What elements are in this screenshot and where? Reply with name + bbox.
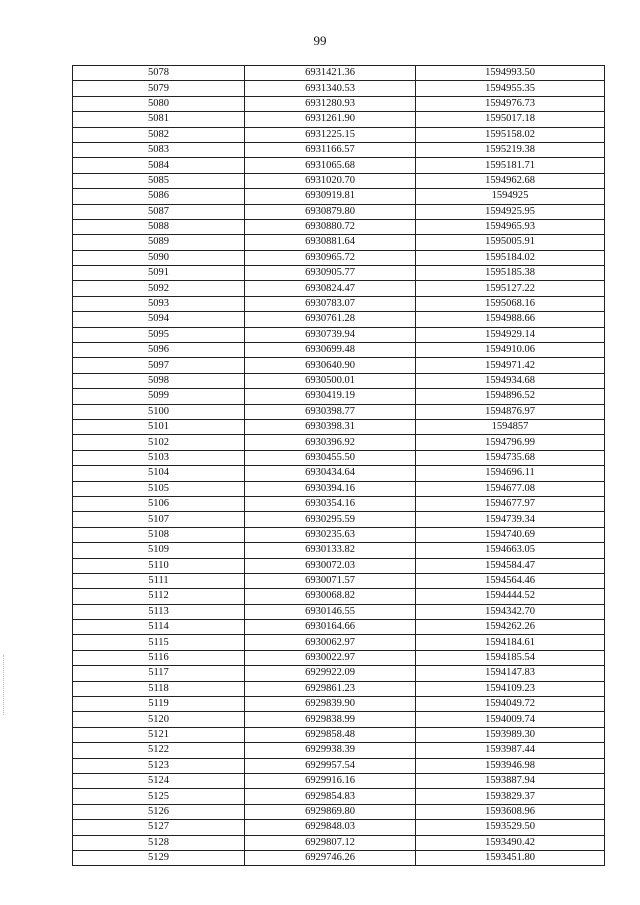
- table-row: [73, 681, 605, 696]
- table-row: [73, 850, 605, 865]
- x-coordinate-cell: 6930022.97: [245, 650, 416, 665]
- y-coordinate-cell: 1594739.34: [416, 512, 605, 527]
- point-number-cell: 5102: [73, 435, 245, 450]
- x-coordinate-cell: 6931421.36: [245, 66, 416, 81]
- y-coordinate-cell: 1594993.50: [416, 66, 605, 81]
- point-number-cell: 5129: [73, 850, 245, 865]
- table-row: [73, 712, 605, 727]
- point-number-cell: 5114: [73, 620, 245, 635]
- y-coordinate-cell: 1594740.69: [416, 527, 605, 542]
- table-row: [73, 96, 605, 111]
- y-coordinate-cell: 1595219.38: [416, 142, 605, 157]
- table-row: [73, 112, 605, 127]
- table-row: [73, 419, 605, 434]
- x-coordinate-cell: 6929916.16: [245, 773, 416, 788]
- x-coordinate-cell: 6930881.64: [245, 235, 416, 250]
- table-row: [73, 189, 605, 204]
- point-number-cell: 5124: [73, 773, 245, 788]
- y-coordinate-cell: 1594988.66: [416, 312, 605, 327]
- point-number-cell: 5094: [73, 312, 245, 327]
- point-number-cell: 5087: [73, 204, 245, 219]
- point-number-cell: 5116: [73, 650, 245, 665]
- x-coordinate-cell: 6930394.16: [245, 481, 416, 496]
- point-number-cell: 5089: [73, 235, 245, 250]
- table-row: [73, 450, 605, 465]
- table-row: [73, 789, 605, 804]
- point-number-cell: 5113: [73, 604, 245, 619]
- table-row: [73, 142, 605, 157]
- x-coordinate-cell: 6930146.55: [245, 604, 416, 619]
- x-coordinate-cell: 6930640.90: [245, 358, 416, 373]
- table-row: [73, 773, 605, 788]
- y-coordinate-cell: 1595184.02: [416, 250, 605, 265]
- x-coordinate-cell: 6929839.90: [245, 697, 416, 712]
- table-row: [73, 266, 605, 281]
- x-coordinate-cell: 6930072.03: [245, 558, 416, 573]
- point-number-cell: 5128: [73, 835, 245, 850]
- table-row: [73, 620, 605, 635]
- y-coordinate-cell: 1594955.35: [416, 81, 605, 96]
- x-coordinate-cell: 6929938.39: [245, 743, 416, 758]
- table-row: [73, 743, 605, 758]
- x-coordinate-cell: 6931261.90: [245, 112, 416, 127]
- table-row: [73, 758, 605, 773]
- x-coordinate-cell: 6930879.80: [245, 204, 416, 219]
- point-number-cell: 5082: [73, 127, 245, 142]
- x-coordinate-cell: 6929854.83: [245, 789, 416, 804]
- y-coordinate-cell: 1594584.47: [416, 558, 605, 573]
- table-row: [73, 358, 605, 373]
- coordinates-table: [72, 65, 605, 866]
- point-number-cell: 5104: [73, 466, 245, 481]
- point-number-cell: 5123: [73, 758, 245, 773]
- table-row: [73, 204, 605, 219]
- table-row: [73, 804, 605, 819]
- point-number-cell: 5118: [73, 681, 245, 696]
- x-coordinate-cell: 6929861.23: [245, 681, 416, 696]
- point-number-cell: 5088: [73, 219, 245, 234]
- table-row: [73, 373, 605, 388]
- x-coordinate-cell: 6929869.80: [245, 804, 416, 819]
- x-coordinate-cell: 6930880.72: [245, 219, 416, 234]
- table-row: [73, 343, 605, 358]
- y-coordinate-cell: 1594184.61: [416, 635, 605, 650]
- table-row: [73, 327, 605, 342]
- x-coordinate-cell: 6931166.57: [245, 142, 416, 157]
- y-coordinate-cell: 1595127.22: [416, 281, 605, 296]
- y-coordinate-cell: 1594934.68: [416, 373, 605, 388]
- x-coordinate-cell: 6930398.31: [245, 419, 416, 434]
- margin-mark: [3, 655, 5, 715]
- point-number-cell: 5126: [73, 804, 245, 819]
- x-coordinate-cell: 6929838.99: [245, 712, 416, 727]
- point-number-cell: 5119: [73, 697, 245, 712]
- y-coordinate-cell: 1594696.11: [416, 466, 605, 481]
- y-coordinate-cell: 1593946.98: [416, 758, 605, 773]
- point-number-cell: 5092: [73, 281, 245, 296]
- table-row: [73, 389, 605, 404]
- point-number-cell: 5127: [73, 820, 245, 835]
- point-number-cell: 5096: [73, 343, 245, 358]
- y-coordinate-cell: 1594925.95: [416, 204, 605, 219]
- table-row: [73, 650, 605, 665]
- x-coordinate-cell: 6930824.47: [245, 281, 416, 296]
- point-number-cell: 5109: [73, 543, 245, 558]
- point-number-cell: 5103: [73, 450, 245, 465]
- x-coordinate-cell: 6930965.72: [245, 250, 416, 265]
- table-row: [73, 697, 605, 712]
- point-number-cell: 5100: [73, 404, 245, 419]
- table-row: [73, 558, 605, 573]
- table-row: [73, 835, 605, 850]
- y-coordinate-cell: 1593989.30: [416, 727, 605, 742]
- y-coordinate-cell: 1594677.97: [416, 496, 605, 511]
- point-number-cell: 5091: [73, 266, 245, 281]
- x-coordinate-cell: 6930164.66: [245, 620, 416, 635]
- table-row: [73, 573, 605, 588]
- point-number-cell: 5097: [73, 358, 245, 373]
- point-number-cell: 5117: [73, 666, 245, 681]
- table-row: [73, 250, 605, 265]
- y-coordinate-cell: 1594262.26: [416, 620, 605, 635]
- x-coordinate-cell: 6930455.50: [245, 450, 416, 465]
- y-coordinate-cell: 1594929.14: [416, 327, 605, 342]
- y-coordinate-cell: 1593829.37: [416, 789, 605, 804]
- x-coordinate-cell: 6930783.07: [245, 296, 416, 311]
- table-row: [73, 589, 605, 604]
- point-number-cell: 5121: [73, 727, 245, 742]
- x-coordinate-cell: 6931065.68: [245, 158, 416, 173]
- table-row: [73, 81, 605, 96]
- x-coordinate-cell: 6930419.19: [245, 389, 416, 404]
- y-coordinate-cell: 1594965.93: [416, 219, 605, 234]
- point-number-cell: 5095: [73, 327, 245, 342]
- y-coordinate-cell: 1594910.06: [416, 343, 605, 358]
- x-coordinate-cell: 6930354.16: [245, 496, 416, 511]
- point-number-cell: 5105: [73, 481, 245, 496]
- page-number: 99: [313, 33, 327, 48]
- point-number-cell: 5080: [73, 96, 245, 111]
- table-row: [73, 635, 605, 650]
- point-number-cell: 5078: [73, 66, 245, 81]
- y-coordinate-cell: 1595017.18: [416, 112, 605, 127]
- table-row: [73, 604, 605, 619]
- y-coordinate-cell: 1594876.97: [416, 404, 605, 419]
- y-coordinate-cell: 1594735.68: [416, 450, 605, 465]
- y-coordinate-cell: 1595185.38: [416, 266, 605, 281]
- x-coordinate-cell: 6931225.15: [245, 127, 416, 142]
- point-number-cell: 5086: [73, 189, 245, 204]
- table-row: [73, 820, 605, 835]
- point-number-cell: 5093: [73, 296, 245, 311]
- x-coordinate-cell: 6930071.57: [245, 573, 416, 588]
- x-coordinate-cell: 6930699.48: [245, 343, 416, 358]
- x-coordinate-cell: 6930133.82: [245, 543, 416, 558]
- table-row: [73, 281, 605, 296]
- y-coordinate-cell: 1595181.71: [416, 158, 605, 173]
- x-coordinate-cell: 6930739.94: [245, 327, 416, 342]
- x-coordinate-cell: 6929746.26: [245, 850, 416, 865]
- point-number-cell: 5110: [73, 558, 245, 573]
- y-coordinate-cell: 1594796.99: [416, 435, 605, 450]
- table-row: [73, 235, 605, 250]
- coordinates-table-body: [73, 66, 605, 866]
- table-row: [73, 219, 605, 234]
- x-coordinate-cell: 6930295.59: [245, 512, 416, 527]
- x-coordinate-cell: 6929848.03: [245, 820, 416, 835]
- y-coordinate-cell: 1594971.42: [416, 358, 605, 373]
- table-row: [73, 312, 605, 327]
- point-number-cell: 5107: [73, 512, 245, 527]
- point-number-cell: 5085: [73, 173, 245, 188]
- y-coordinate-cell: 1594564.46: [416, 573, 605, 588]
- table-row: [73, 173, 605, 188]
- point-number-cell: 5111: [73, 573, 245, 588]
- point-number-cell: 5098: [73, 373, 245, 388]
- y-coordinate-cell: 1594663.05: [416, 543, 605, 558]
- y-coordinate-cell: 1593529.50: [416, 820, 605, 835]
- point-number-cell: 5125: [73, 789, 245, 804]
- point-number-cell: 5122: [73, 743, 245, 758]
- y-coordinate-cell: 1594109.23: [416, 681, 605, 696]
- point-number-cell: 5120: [73, 712, 245, 727]
- point-number-cell: 5083: [73, 142, 245, 157]
- y-coordinate-cell: 1593451.80: [416, 850, 605, 865]
- x-coordinate-cell: 6929922.09: [245, 666, 416, 681]
- table-row: [73, 66, 605, 81]
- y-coordinate-cell: 1593608.96: [416, 804, 605, 819]
- point-number-cell: 5106: [73, 496, 245, 511]
- y-coordinate-cell: 1594857: [416, 419, 605, 434]
- y-coordinate-cell: 1594049.72: [416, 697, 605, 712]
- table-row: [73, 512, 605, 527]
- table-row: [73, 543, 605, 558]
- x-coordinate-cell: 6930905.77: [245, 266, 416, 281]
- x-coordinate-cell: 6931280.93: [245, 96, 416, 111]
- y-coordinate-cell: 1594342.70: [416, 604, 605, 619]
- table-row: [73, 127, 605, 142]
- point-number-cell: 5090: [73, 250, 245, 265]
- x-coordinate-cell: 6931020.70: [245, 173, 416, 188]
- y-coordinate-cell: 1594962.68: [416, 173, 605, 188]
- y-coordinate-cell: 1594976.73: [416, 96, 605, 111]
- y-coordinate-cell: 1594896.52: [416, 389, 605, 404]
- x-coordinate-cell: 6930062.97: [245, 635, 416, 650]
- y-coordinate-cell: 1593987.44: [416, 743, 605, 758]
- point-number-cell: 5115: [73, 635, 245, 650]
- y-coordinate-cell: 1595005.91: [416, 235, 605, 250]
- x-coordinate-cell: 6930761.28: [245, 312, 416, 327]
- table-row: [73, 296, 605, 311]
- x-coordinate-cell: 6930396.92: [245, 435, 416, 450]
- x-coordinate-cell: 6930500.01: [245, 373, 416, 388]
- y-coordinate-cell: 1594444.52: [416, 589, 605, 604]
- y-coordinate-cell: 1594185.54: [416, 650, 605, 665]
- table-row: [73, 496, 605, 511]
- y-coordinate-cell: 1594925: [416, 189, 605, 204]
- x-coordinate-cell: 6930434.64: [245, 466, 416, 481]
- x-coordinate-cell: 6930235.63: [245, 527, 416, 542]
- x-coordinate-cell: 6930068.82: [245, 589, 416, 604]
- point-number-cell: 5112: [73, 589, 245, 604]
- point-number-cell: 5101: [73, 419, 245, 434]
- point-number-cell: 5079: [73, 81, 245, 96]
- table-row: [73, 727, 605, 742]
- table-row: [73, 666, 605, 681]
- table-row: [73, 404, 605, 419]
- y-coordinate-cell: 1593490.42: [416, 835, 605, 850]
- y-coordinate-cell: 1594009.74: [416, 712, 605, 727]
- x-coordinate-cell: 6929858.48: [245, 727, 416, 742]
- x-coordinate-cell: 6931340.53: [245, 81, 416, 96]
- y-coordinate-cell: 1595068.16: [416, 296, 605, 311]
- x-coordinate-cell: 6929957.54: [245, 758, 416, 773]
- table-row: [73, 435, 605, 450]
- point-number-cell: 5099: [73, 389, 245, 404]
- x-coordinate-cell: 6930398.77: [245, 404, 416, 419]
- y-coordinate-cell: 1593887.94: [416, 773, 605, 788]
- table-row: [73, 527, 605, 542]
- point-number-cell: 5084: [73, 158, 245, 173]
- table-row: [73, 466, 605, 481]
- y-coordinate-cell: 1594147.83: [416, 666, 605, 681]
- table-row: [73, 481, 605, 496]
- y-coordinate-cell: 1595158.02: [416, 127, 605, 142]
- y-coordinate-cell: 1594677.08: [416, 481, 605, 496]
- x-coordinate-cell: 6929807.12: [245, 835, 416, 850]
- point-number-cell: 5108: [73, 527, 245, 542]
- x-coordinate-cell: 6930919.81: [245, 189, 416, 204]
- point-number-cell: 5081: [73, 112, 245, 127]
- table-row: [73, 158, 605, 173]
